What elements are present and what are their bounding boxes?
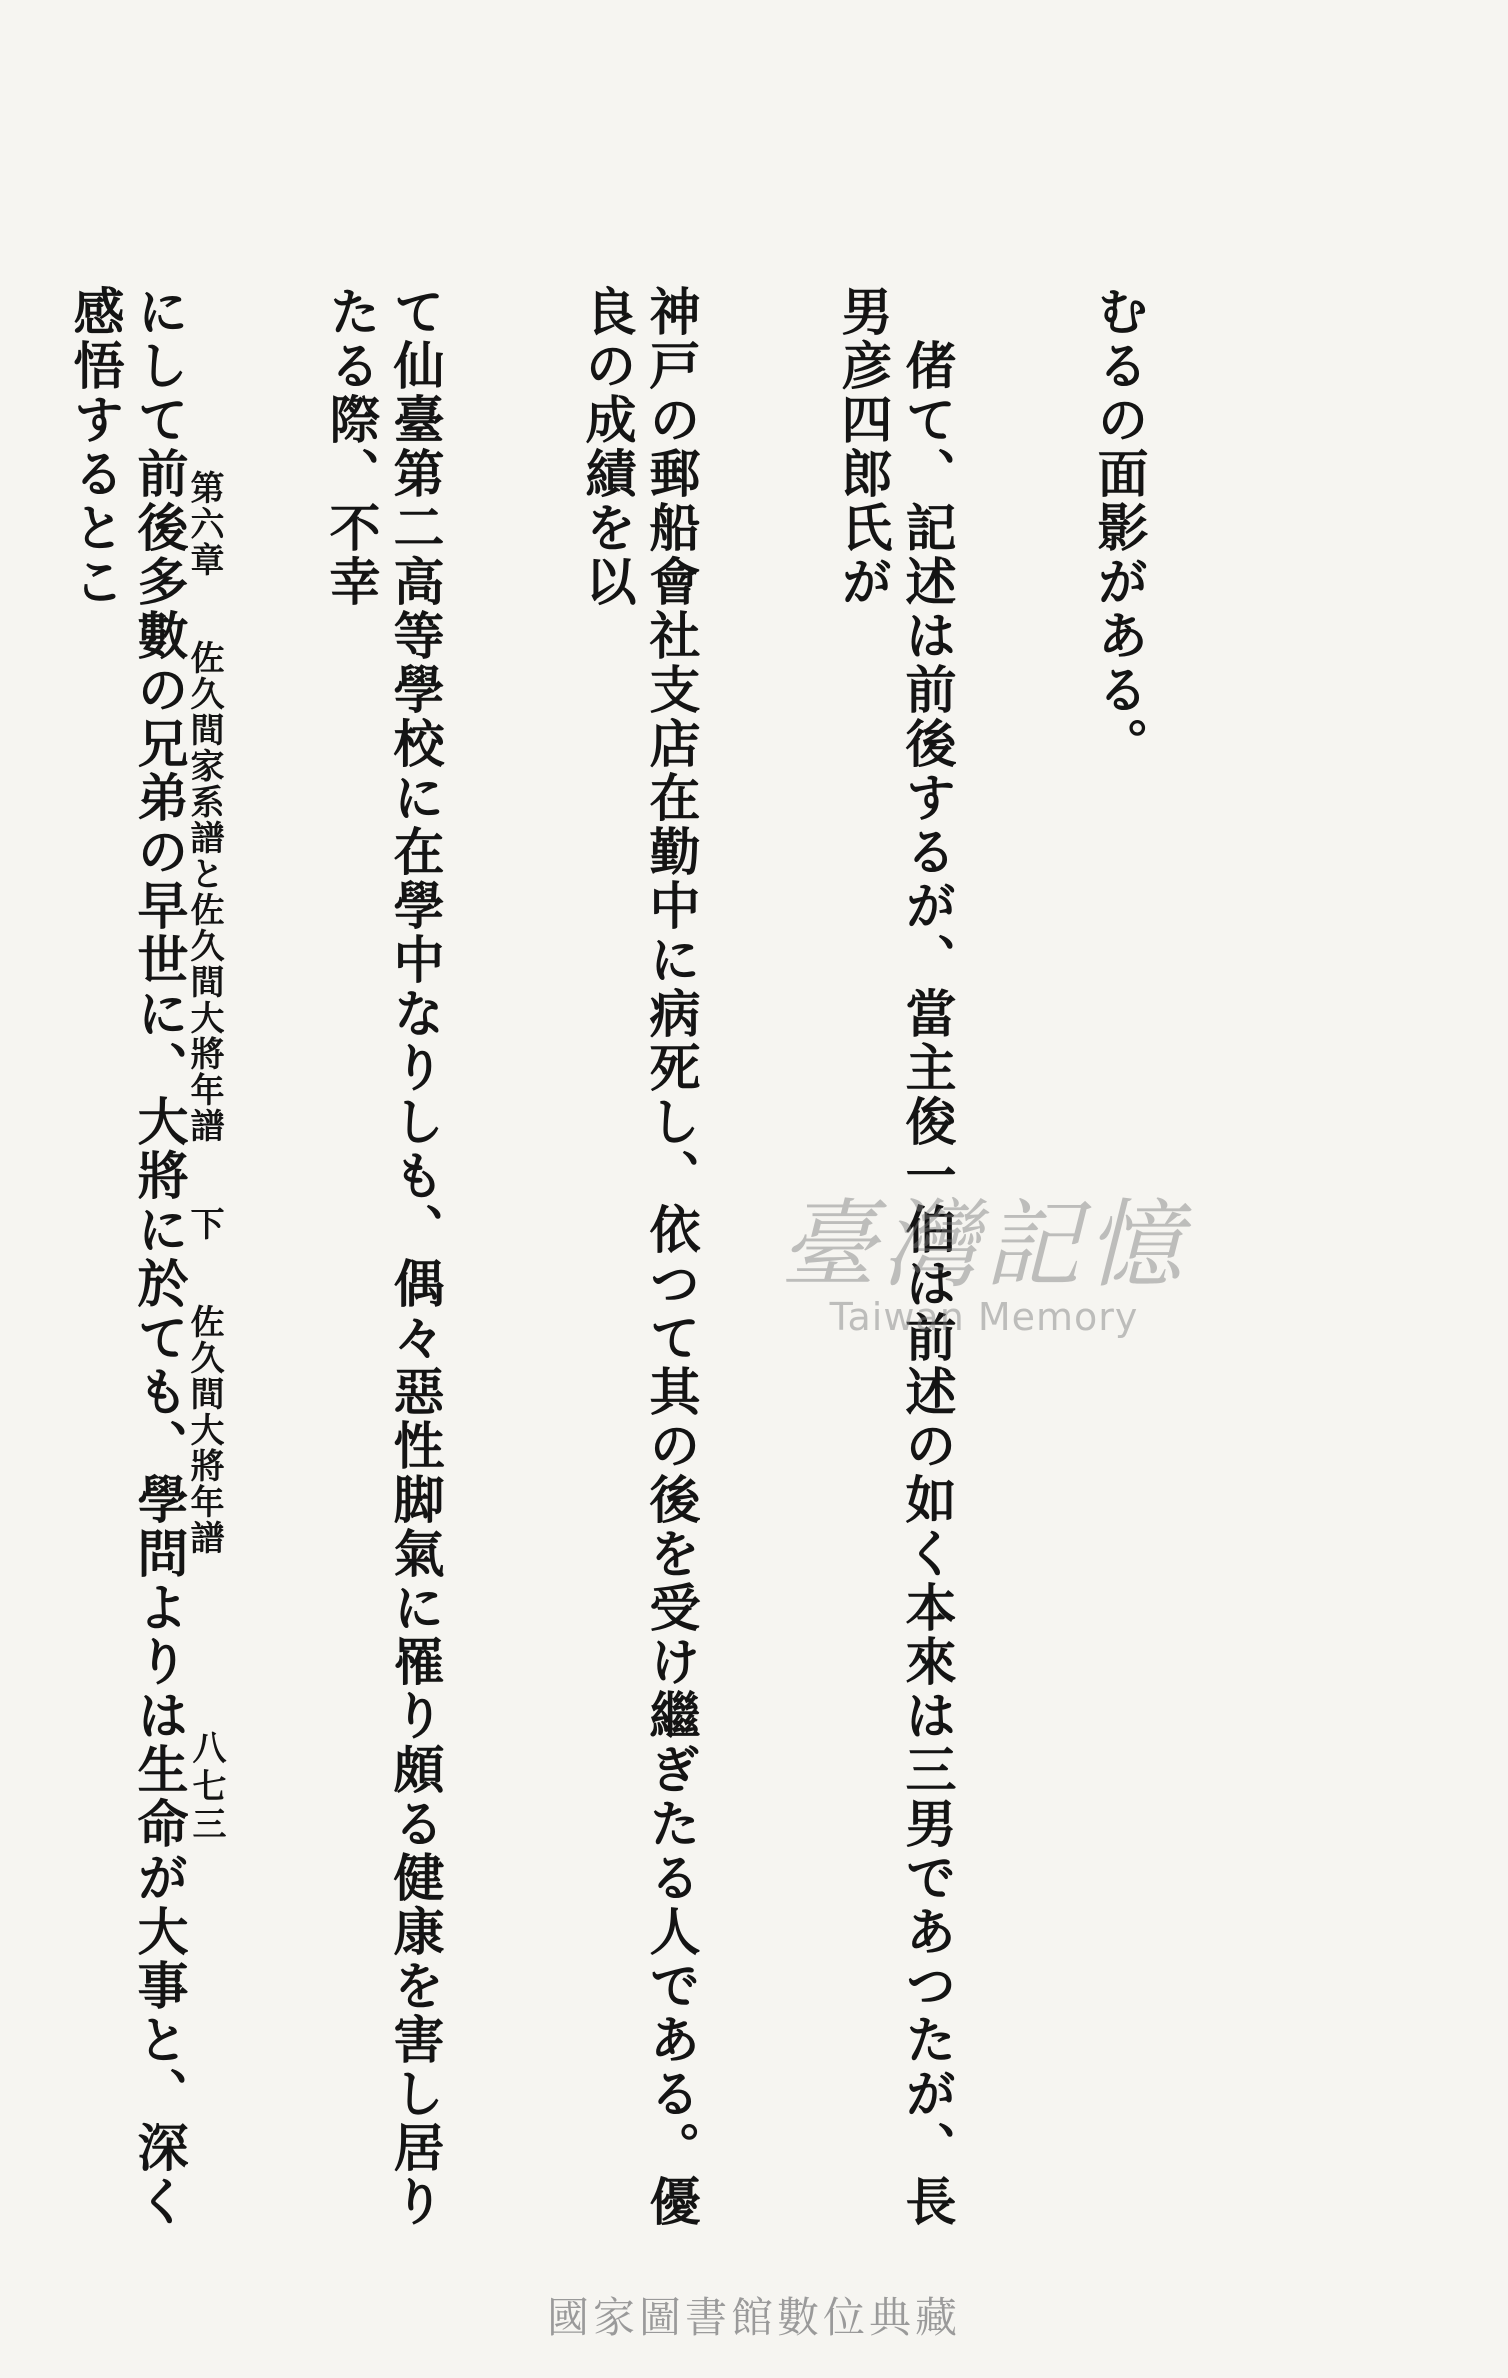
- running-head-subtitle: 佐久間大將年譜: [184, 1303, 224, 1556]
- watermark-chinese: 臺灣記憶: [780, 1189, 1188, 1301]
- text-line-5: にして前後多數の兄弟の早世に、大將に於ても、學問よりは生命が大事と、深く感悟するとこ: [64, 285, 188, 2229]
- text-line-2: 偖て、記述は前後するが、當主俊一伯は前述の如く本來は三男であつたが、長男彦四郎氏が: [832, 285, 956, 2229]
- page-number: 八七三: [186, 1730, 226, 1844]
- running-head-section: 下: [184, 1205, 224, 1242]
- watermark-logo: [780, 1189, 1188, 1339]
- running-head: [180, 470, 229, 1556]
- watermark-english: Taiwan Memory: [829, 1295, 1139, 1339]
- text-line-1: むるの面影がある。: [1088, 285, 1148, 771]
- running-head-chapter: 第六章: [184, 470, 224, 578]
- text-line-4: て仙臺第二高等學校に在學中なりしも、偶々惡性脚氣に罹り頗る健康を害し居りたる際、不幸: [320, 285, 444, 2229]
- text-line-3: 神戸の郵船會社支店在勤中に病死し、依つて其の後を受け繼ぎたる人である。優良の成績を以: [576, 285, 700, 2229]
- footer-credit: 國家圖書館數位典藏: [546, 2293, 961, 2342]
- running-head-title: 佐久間家系譜と佐久間大將年譜: [184, 639, 224, 1144]
